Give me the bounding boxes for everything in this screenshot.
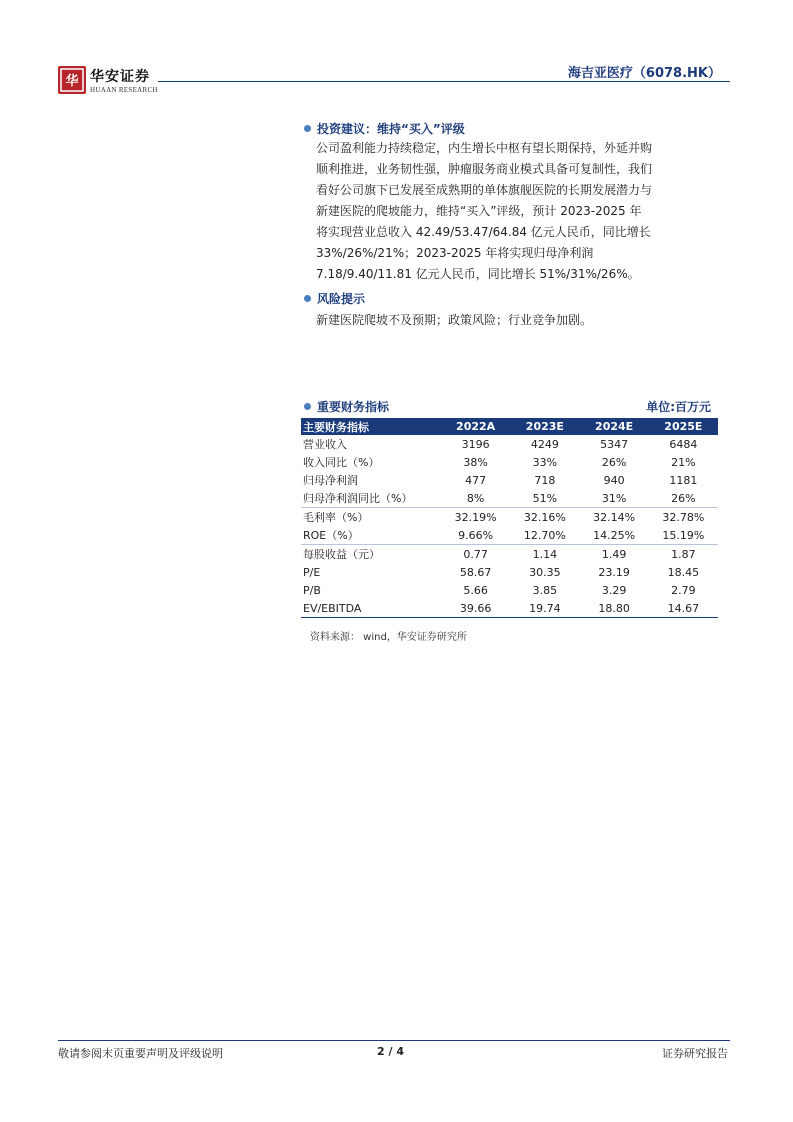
cell: 1.49 — [580, 545, 649, 564]
row-label: 归母净利润 — [303, 474, 358, 487]
row-label: 毛利率（%） — [301, 508, 441, 527]
cell: 32.16% — [510, 508, 579, 527]
cell: 5347 — [600, 437, 629, 451]
table-row — [301, 471, 718, 489]
cell: 718 — [534, 473, 556, 487]
cell: 14.67 — [649, 599, 718, 618]
row-label: EV/EBITDA — [301, 599, 441, 618]
table-row — [301, 489, 718, 508]
investment-heading — [304, 120, 465, 137]
unit-label: 单位:百万元 — [646, 400, 711, 414]
company-logo-icon — [58, 66, 86, 94]
cell: 38% — [463, 455, 488, 469]
cell: 30.35 — [529, 565, 561, 579]
cell: 3.85 — [532, 583, 558, 597]
investment-line: 公司盈利能力持续稳定，内生增长中枢有望长期保持，外延并购 — [316, 141, 653, 155]
cell: 0.77 — [441, 545, 510, 564]
cell: 32.19% — [441, 508, 510, 527]
cell: 32.14% — [580, 508, 649, 527]
cell: 1181 — [669, 473, 698, 487]
cell: 3.29 — [601, 583, 627, 597]
footer-report-type: 证券研究报告 — [662, 1047, 728, 1060]
row-label: P/B — [303, 583, 321, 597]
cell: 39.66 — [441, 599, 510, 618]
table-row — [301, 563, 718, 581]
row-label: 营业收入 — [303, 438, 347, 451]
footer-divider — [58, 1040, 730, 1041]
investment-line: 将实现营业总收入 42.49/53.47/64.84 亿元人民币，同比增长 — [316, 225, 651, 239]
brand-name-cn: 华安证券 — [90, 69, 150, 85]
risk-heading — [304, 290, 365, 307]
table-row — [301, 545, 718, 564]
cell: 9.66% — [458, 528, 494, 542]
bullet-icon — [304, 403, 311, 410]
cell: 14.25% — [593, 528, 636, 542]
row-label: 归母净利润同比（%） — [303, 492, 413, 505]
investment-line: 顺利推进，业务韧性强，肿瘤服务商业模式具备可复制性，我们 — [316, 162, 653, 176]
bullet-icon — [304, 295, 311, 302]
table-header-cell: 2022A — [441, 418, 510, 435]
row-label: ROE（%） — [303, 529, 359, 542]
risk-heading-text: 风险提示 — [317, 292, 366, 306]
cell: 2.79 — [671, 583, 696, 597]
investment-paragraph — [316, 138, 726, 285]
cell: 8% — [466, 491, 485, 505]
cell: 51% — [532, 491, 558, 505]
cell: 940 — [603, 473, 625, 487]
cell: 31% — [601, 491, 627, 505]
page-number: 2 / 4 — [377, 1045, 404, 1058]
table-row — [301, 508, 718, 527]
table-header-cell: 2025E — [649, 418, 718, 435]
cell: 18.80 — [580, 599, 649, 618]
report-title: 海吉亚医疗（6078.HK） — [567, 66, 721, 81]
investment-line: 看好公司旗下已发展至成熟期的单体旗舰医院的长期发展潜力与 — [316, 183, 653, 197]
table-header-cell: 2024E — [580, 418, 649, 435]
cell: 12.70% — [523, 528, 566, 542]
risk-line: 新建医院爬坡不及预期；政策风险；行业竞争加剧。 — [316, 313, 593, 327]
cell: 23.19 — [598, 565, 630, 579]
risk-text — [316, 310, 726, 331]
cell: 21% — [671, 455, 696, 469]
table-header-cell: 主要财务指标 — [301, 418, 441, 435]
cell: 26% — [601, 455, 627, 469]
investment-line: 7.18/9.40/11.81 亿元人民币，同比增长 51%/31%/26%。 — [316, 267, 640, 281]
table-row — [301, 453, 718, 471]
cell: 1.14 — [510, 545, 579, 564]
investment-heading-text: 投资建议：维持“买入”评级 — [317, 122, 465, 136]
footer-disclaimer: 敬请参阅末页重要声明及评级说明 — [58, 1047, 223, 1060]
table-row — [301, 599, 718, 618]
cell: 3196 — [461, 437, 490, 451]
row-label: P/E — [303, 565, 321, 579]
bullet-icon — [304, 125, 311, 132]
table-header-row — [301, 418, 718, 435]
investment-line: 33%/26%/21%；2023-2025 年将实现归母净利润 — [316, 246, 594, 260]
cell: 6484 — [669, 437, 698, 451]
row-label: 收入同比（%） — [303, 456, 380, 469]
financials-heading-text: 重要财务指标 — [317, 400, 390, 414]
header-divider — [158, 81, 730, 82]
cell: 58.67 — [459, 565, 492, 579]
financial-table — [301, 418, 718, 618]
cell: 33% — [532, 455, 558, 469]
table-row — [301, 581, 718, 599]
cell: 26% — [671, 491, 696, 505]
cell: 5.66 — [463, 583, 488, 597]
cell: 1.87 — [649, 545, 718, 564]
data-source: 资料来源： wind，华安证券研究所 — [310, 632, 467, 643]
table-row — [301, 435, 718, 453]
cell: 477 — [465, 473, 487, 487]
svg-text:华: 华 — [65, 74, 79, 89]
investment-line: 新建医院的爬坡能力，维持“买入”评级，预计 2023-2025 年 — [316, 204, 642, 218]
financials-heading — [304, 398, 389, 415]
cell: 4249 — [530, 437, 559, 451]
row-label: 每股收益（元） — [301, 545, 441, 564]
cell: 18.45 — [667, 565, 700, 579]
cell: 32.78% — [649, 508, 718, 527]
brand-name-en: HUAAN RESEARCH — [90, 86, 158, 94]
table-header-cell: 2023E — [510, 418, 579, 435]
cell: 15.19% — [662, 528, 705, 542]
cell: 19.74 — [510, 599, 579, 618]
table-row — [301, 526, 718, 545]
